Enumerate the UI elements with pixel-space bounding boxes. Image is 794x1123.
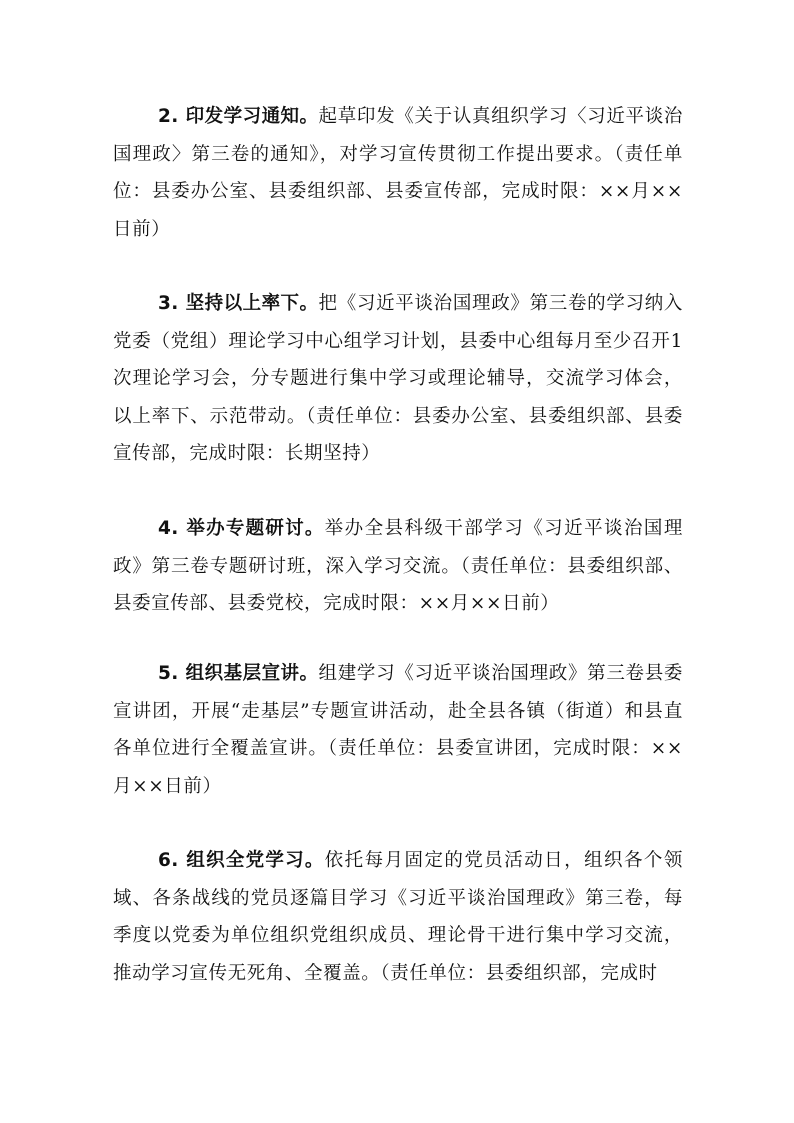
paragraph-item-6 xyxy=(113,842,683,992)
paragraph-heading: 2. 印发学习通知。 xyxy=(158,106,319,127)
paragraph-body: 举办全县科级干部学习《习近平谈治国理政》第三卷专题研讨班，深入学习交流。（责任单位：县委组织部、县委宣传部、县委党校，完成时限：××月××日前） xyxy=(113,518,683,614)
paragraph-item-2 xyxy=(113,98,683,248)
paragraph-item-4 xyxy=(113,510,683,623)
paragraph-item-5 xyxy=(113,655,683,805)
paragraph-body: 起草印发《关于认真组织学习〈习近平谈治国理政〉第三卷的通知》，对学习宣传贯彻工作提出要求。（责任单位：县委办公室、县委组织部、县委宣传部，完成时限：××月××日前） xyxy=(113,106,684,240)
paragraph-body: 依托每月固定的党员活动日，组织各个领域、各条战线的党员逐篇目学习《习近平谈治国理政》第三卷，每季度以党委为单位组织党组织成员、理论骨干进行集中学习交流，推动学习宣传无死角、全覆盖。（责任单位：县委组织部，完成时 xyxy=(113,850,683,984)
paragraph-body: 组建学习《习近平谈治国理政》第三卷县委宣讲团，开展“走基层”专题宣讲活动，赴全县各镇（街道）和县直各单位进行全覆盖宣讲。（责任单位：县委宣讲团，完成时限：××月××日前） xyxy=(113,663,684,797)
paragraph-heading: 5. 组织基层宣讲。 xyxy=(158,663,319,684)
paragraph-item-3 xyxy=(113,285,683,473)
paragraph-heading: 6. 组织全党学习。 xyxy=(158,850,325,871)
paragraph-heading: 4. 举办专题研讨。 xyxy=(158,518,325,539)
paragraph-heading: 3. 坚持以上率下。 xyxy=(158,293,319,314)
paragraph-body: 把《习近平谈治国理政》第三卷的学习纳入党委（党组）理论学习中心组学习计划，县委中心组每月至少召开1次理论学习会，分专题进行集中学习或理论辅导，交流学习体会，以上率下、示范带动。（责任单位：县委办公室、县委组织部、县委宣传部，完成时限：长期坚持） xyxy=(113,293,684,464)
